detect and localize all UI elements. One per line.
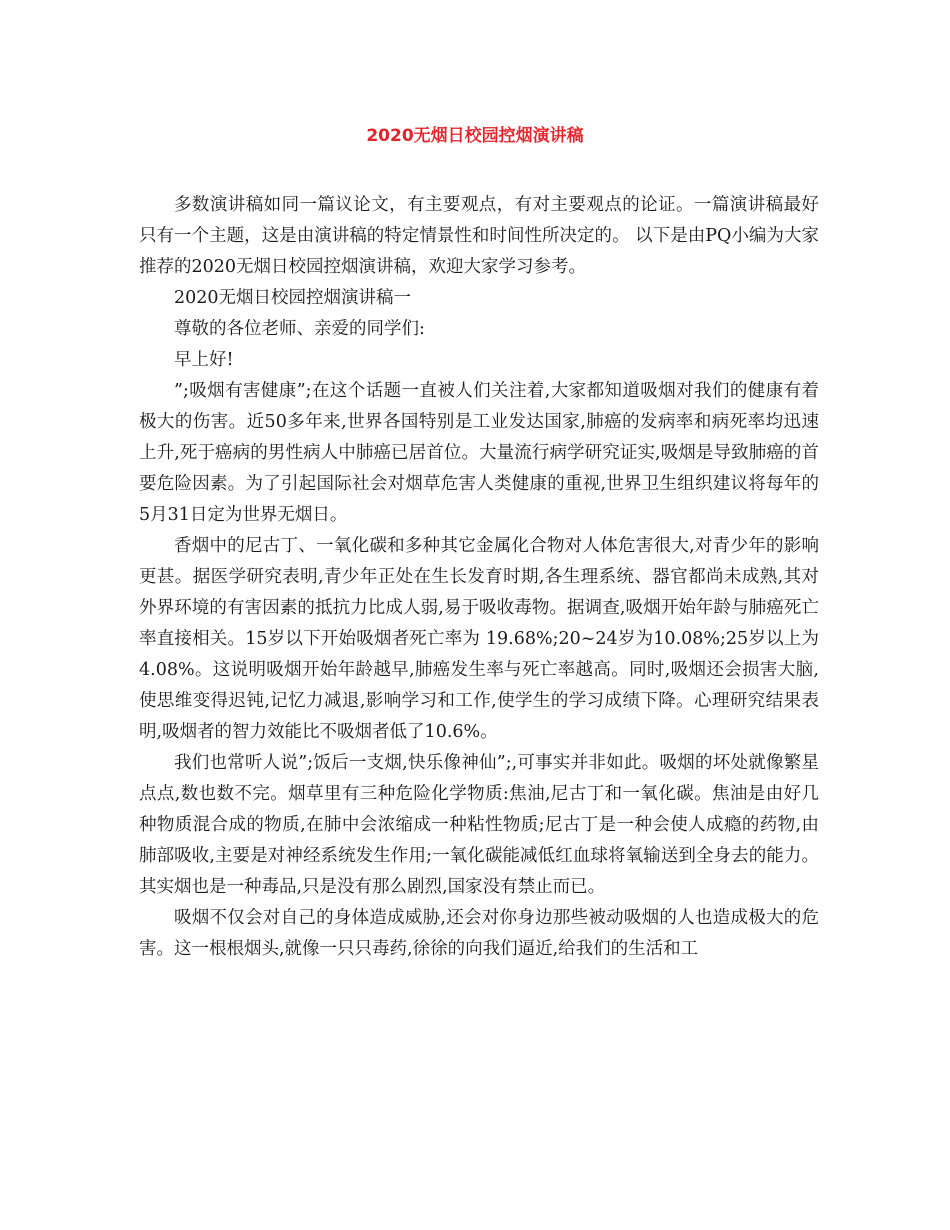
paragraph-greeting: 早上好! bbox=[174, 350, 234, 370]
paragraph-salutation: 尊敬的各位老师、亲爱的同学们: bbox=[174, 319, 425, 339]
paragraph-body-4: 吸烟不仅会对自己的身体造成威胁,还会对你身边那些被动吸烟的人也造成极大的危害。这一根根烟头,就像一只只毒药,徐徐的向我们逼近,给我们的生活和工 bbox=[139, 908, 819, 959]
paragraph-intro: 多数演讲稿如同一篇议论文，有主要观点，有对主要观点的论证。一篇演讲稿最好只有一个主题，这是由演讲稿的特定情景性和时间性所决定的。 以下是由PQ小编为大家推荐的2020无烟日校园控烟演讲稿，欢迎大家学习参考。 bbox=[139, 195, 819, 277]
paragraph-body-1: ”;吸烟有害健康”;在这个话题一直被人们关注着,大家都知道吸烟对我们的健康有着极大的伤害。近50多年来,世界各国特别是工业发达国家,肺癌的发病率和病死率均迅速上升,死于癌病的男性病人中肺癌已居首位。大量流行病学研究证实,吸烟是导致肺癌的首要危险因素。为了引起国际社会对烟草危害人类健康的重视,世界卫生组织建议将每年的5月31日定为世界无烟日。 bbox=[139, 381, 819, 525]
document-body bbox=[139, 190, 819, 965]
document-title: 2020无烟日校园控烟演讲稿 bbox=[366, 126, 584, 146]
paragraph-subtitle: 2020无烟日校园控烟演讲稿一 bbox=[174, 288, 412, 308]
paragraph-body-3: 我们也常听人说”;饭后一支烟,快乐像神仙”;,可事实并非如此。吸烟的坏处就像繁星点点,数也数不完。烟草里有三种危险化学物质:焦油,尼古丁和一氧化碳。焦油是由好几种物质混合成的物质,在肺中会浓缩成一种粘性物质;尼古丁是一种会使人成瘾的药物,由肺部吸收,主要是对神经系统发生作用;一氧化碳能减低红血球将氧输送到全身去的能力。其实烟也是一种毒品,只是没有那么剧烈,国家没有禁止而已。 bbox=[139, 753, 819, 897]
paragraph-body-2: 香烟中的尼古丁、一氧化碳和多种其它金属化合物对人体危害很大,对青少年的影响更甚。据医学研究表明,青少年正处在生长发育时期,各生理系统、器官都尚未成熟,其对外界环境的有害因素的抵抗力比成人弱,易于吸收毒物。据调查,吸烟开始年龄与肺癌死亡率直接相关。15岁以下开始吸烟者死亡率为 19.68%;20~24岁为10.08%;25岁以上为4.08%。这说明吸烟开始年龄越早,肺癌发生率与死亡率越高。同时,吸烟还会损害大脑,使思维变得迟钝,记忆力减退,影响学习和工作,使学生的学习成绩下降。心理研究结果表明,吸烟者的智力效能比不吸烟者低了10.6%。 bbox=[139, 536, 819, 742]
